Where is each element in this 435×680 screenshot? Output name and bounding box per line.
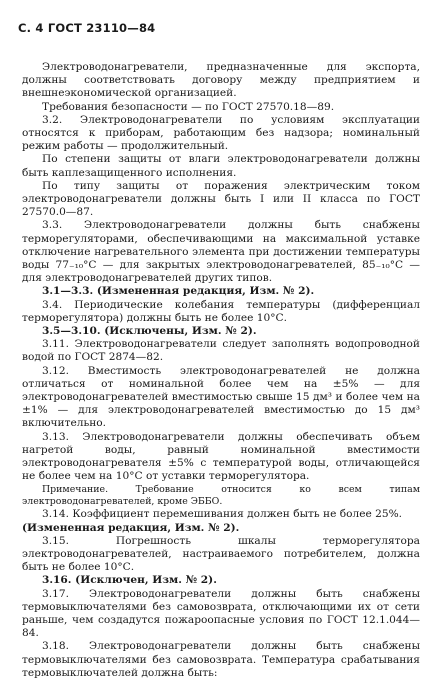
paragraph: 3.11. Электроводонагреватели следует заполнять водопроводной водой по ГОСТ 2874—82. xyxy=(22,338,420,364)
amendment-note: 3.5—3.10. (Исключены, Изм. № 2). xyxy=(42,325,257,338)
amendment-note: 3.1—3.3. (Измененная редакция, Изм. № 2). xyxy=(42,285,315,298)
paragraph: 3.18. Электроводонагреватели должны быть снабжены термовыключателями без самовозврата. Температура срабатывания термовыключателей должна быть: xyxy=(22,640,420,679)
paragraph: Электроводонагреватели, предназначенные для экспорта, должны соответствовать договору между предприятием и внешнеэкономической организацией. xyxy=(22,61,420,100)
paragraph: 3.14. Коэффициент перемешивания должен быть не более 25%. xyxy=(42,508,403,521)
amendment-note: 3.16. (Исключен, Изм. № 2). xyxy=(42,574,217,587)
paragraph: 3.13. Электроводонагреватели должны обеспечивать объем нагретой воды, равный номинальной вместимости электроводонагревателя ±5% с температурой воды, отличающейся не более чем на 10°С от уставки терморегулятора. xyxy=(22,430,420,483)
paragraph: По степени защиты от влаги электроводонагреватели должны быть каплезащищенного исполнения. xyxy=(22,153,420,179)
paragraph: 3.4. Периодические колебания температуры (дифференциал терморегулятора) должны быть не более 10°С. xyxy=(22,298,420,324)
note-paragraph: Примечание. Требование относится ко всем типам электроводонагревателей, кроме ЭББО. xyxy=(22,483,420,507)
paragraph: 3.2. Электроводонагреватели по условиям эксплуатации относятся к приборам, работающим без надзора; номинальный режим работы — продолжительный. xyxy=(22,113,420,153)
paragraph: 3.12. Вместимость электроводонагревателей не должна отличаться от номинальной более чем на ±5% — для электроводонагревателей вместимостью свыше 15 дм³ и более чем на ±1% — для электроводонагревателей вместимостью до 15 дм³ включительно. xyxy=(22,364,420,430)
page-header xyxy=(18,21,155,35)
paragraph: 3.15. Погрешность шкалы терморегулятора электроводонагревателей, настраиваемого потребителем, должна быть не более 10°С. xyxy=(22,534,420,574)
paragraph: 3.3. Электроводонагреватели должны быть снабжены терморегуляторами, обеспечивающими на максимальной уставке отключение нагревательного элемента при достижении температуры воды 77₋₁₀°С — для закрытых электроводонагревателей, 85₋₁₀°С — для электроводонагревателей других типов. xyxy=(22,219,420,285)
paragraph: 3.17. Электроводонагреватели должны быть снабжены термовыключателями без самовозврата, отключающими их от сети раньше, чем создадутся пожароопасные условия по ГОСТ 12.1.044—84. xyxy=(22,587,420,640)
paragraph: По типу защиты от поражения электрическим током электроводонагреватели должны быть I или II класса по ГОСТ 27570.0—87. xyxy=(22,179,420,219)
paragraph: Требования безопасности — по ГОСТ 27570.18—89. xyxy=(42,100,335,113)
amendment-note: (Измененная редакция, Изм. № 2). xyxy=(22,521,240,534)
standard-code: ГОСТ 23110—84 xyxy=(47,21,156,35)
body-text xyxy=(22,61,420,680)
page-number: С. 4 xyxy=(18,21,44,35)
